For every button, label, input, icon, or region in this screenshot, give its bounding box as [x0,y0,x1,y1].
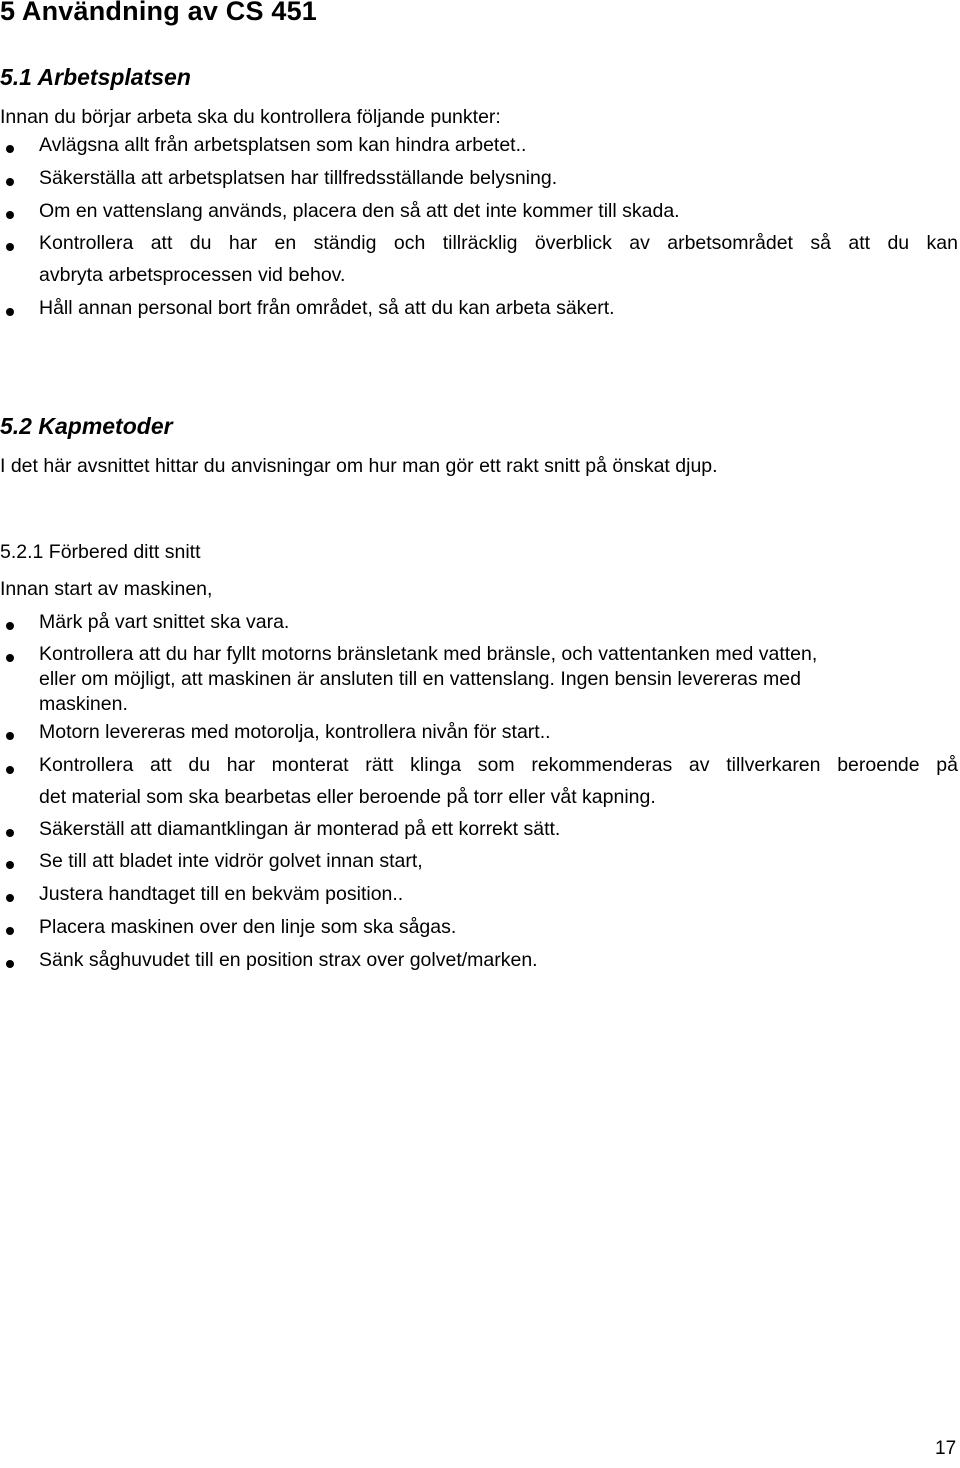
bullet-icon [6,654,14,662]
section-title-kapmetoder: 5.2 Kapmetoder [0,413,173,439]
bullet-icon [6,894,14,902]
bullet-icon [6,732,14,740]
page-number: 17 [935,1438,957,1459]
list-item: Justera handtaget till en bekväm position.. [39,883,404,905]
list-item: Märk på vart snittet ska vara. [39,611,290,633]
list-item: Kontrollera att du har monterat rätt klinga som rekommenderas av tillverkaren beroende på [39,754,958,776]
list-item: Kontrollera att du har fyllt motorns bränsletank med bränsle, och vattentanken med vatten, [39,643,818,665]
bullet-icon [6,178,14,186]
bullet-icon [6,861,14,869]
bullet-icon [6,622,14,630]
list-item: Se till att bladet inte vidrör golvet innan start, [39,850,423,872]
bullet-icon [6,829,14,837]
list-item-continuation: maskinen. [39,693,128,715]
list-item: Säkerställa att arbetsplatsen har tillfredsställande belysning. [39,167,558,189]
bullet-icon [6,145,14,153]
list-item: Säkerställ att diamantklingan är monterad på ett korrekt sätt. [39,818,561,840]
section-intro: Innan du börjar arbeta ska du kontrollera följande punkter: [0,106,501,128]
list-item: Kontrollera att du har en ständig och tillräcklig överblick av arbetsområdet så att du kan [39,232,958,254]
list-item: Sänk såghuvudet till en position strax over golvet/marken. [39,949,538,971]
list-item: Motorn levereras med motorolja, kontrollera nivån för start.. [39,721,551,743]
bullet-icon [6,211,14,219]
list-item: Håll annan personal bort från området, så att du kan arbeta säkert. [39,297,615,319]
list-item: Avlägsna allt från arbetsplatsen som kan hindra arbetet.. [39,134,527,156]
subsection-intro: Innan start av maskinen, [0,578,213,600]
bullet-icon [6,766,14,774]
chapter-title: 5 Användning av CS 451 [0,0,317,26]
list-item-continuation: det material som ska bearbetas eller beroende på torr eller våt kapning. [39,786,656,808]
subsection-title: 5.2.1 Förbered ditt snitt [0,541,201,563]
list-item-continuation: avbryta arbetsprocessen vid behov. [39,264,346,286]
bullet-icon [6,927,14,935]
bullet-icon [6,308,14,316]
list-item: Placera maskinen over den linje som ska sågas. [39,916,457,938]
list-item: Om en vattenslang används, placera den så att det inte kommer till skada. [39,200,680,222]
bullet-icon [6,960,14,968]
section-intro: I det här avsnittet hittar du anvisningar om hur man gör ett rakt snitt på önskat djup. [0,455,718,477]
list-item-continuation: eller om möjligt, att maskinen är ansluten till en vattenslang. Ingen bensin levereras med [39,668,801,690]
bullet-icon [6,243,14,251]
section-title-arbetsplatsen: 5.1 Arbetsplatsen [0,64,191,90]
